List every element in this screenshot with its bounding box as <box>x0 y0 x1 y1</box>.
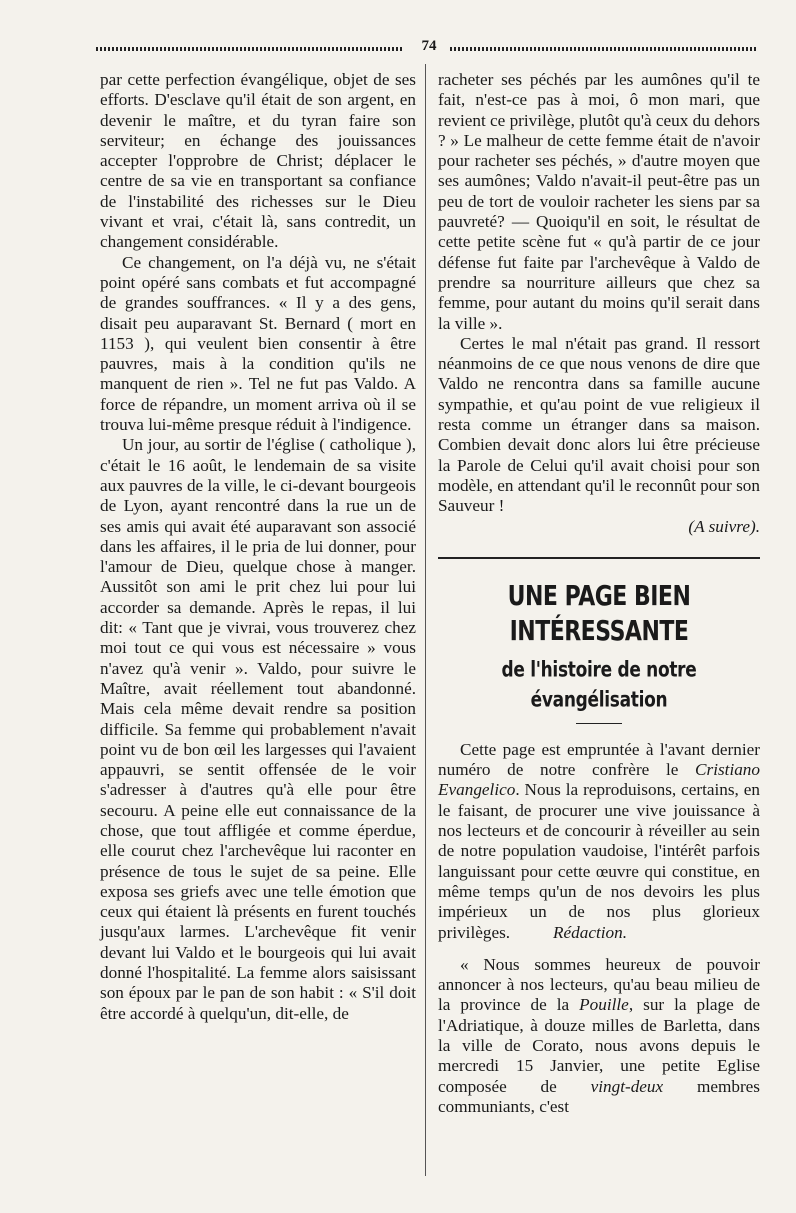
right-column <box>438 70 760 1117</box>
title-underline <box>576 723 622 724</box>
signature: Rédaction. <box>553 922 628 942</box>
a-suivre-note: (A suivre). <box>688 516 760 536</box>
intro-paragraph <box>438 740 760 943</box>
page-number: 74 <box>421 38 437 54</box>
source-title: Cristiano Evangelico <box>438 760 760 800</box>
intro-text: Cette page est empruntée à l'avant dernier numéro de notre confrère le <box>438 739 760 780</box>
article-subtitle: de l'histoire de notre évangélisation <box>501 657 697 713</box>
header-ornament-left <box>96 47 404 51</box>
intro-text: . Nous la reproduisons, certains, en le faisant, de procurer une vive jouissance à nos lecteurs et de concourir à réveiller au sein de notre population vaudoise, l'intérêt parfois languissant pour cette œuvre qui constitue, en même temps qu'un de nos devoirs les plus impérieux un de nos plus glorieux privilèges. <box>438 780 760 942</box>
place-name: Pouille <box>579 995 629 1015</box>
paragraph: Certes le mal n'était pas grand. Il ressort néanmoins de ce que nous venons de dire que Valdo ne rencontra dans sa famille aucune sympathie, et qu'au point de vue religieux il resta comme un étranger dans sa maison. Combien devait donc alors lui être précieuse la Parole de Celui qu'il avait choisi pour son modèle, en attendant qu'il le reconnût pour son Sauveur ! <box>438 333 760 516</box>
section-rule <box>438 557 760 559</box>
paragraph: racheter ses péchés par les aumônes qu'il te fait, n'est-ce pas à moi, ô mon mari, que revient ce privilège, plutôt qu'à ceux du dehors ? » Le malheur de cette femme était de n'avoir pour racheter ses péchés, » d'autre moyen que ses aumônes; Valdo n'avait-il peut-être pas un peu de tort de vouloir racheter les siens par sa pauvreté? — Quoiqu'il en soit, le résultat de cette petite scène fut « qu'à partir de ce jour défense fut faite par l'archevêque à Valdo de prendre sa nourriture ailleurs que chez sa femme, pour autant du moins qu'il serait dans la ville ». <box>438 70 760 333</box>
paragraph: Ce changement, on l'a déjà vu, ne s'était point opéré sans combats et fut accompagné de grandes souffrances. « Il y a des gens, disait peu auparavant St. Bernard ( mort en 1153 ), qui veulent bien consentir à être pauvres, mais à la condition qu'ils ne manquent de rien ». Tel ne fut pas Valdo. A force de répandre, un moment arriva où il se trouva lui-même presque réduit à l'indigence. <box>100 252 416 435</box>
header-ornament-right <box>450 47 756 51</box>
body-text: membres communiants, c'est <box>438 1076 760 1116</box>
body-paragraph <box>438 955 760 1117</box>
article-title: UNE PAGE BIEN INTÉRESSANTE <box>507 581 691 648</box>
member-count: vingt-deux <box>590 1076 664 1096</box>
body-text: , sur la plage de l'Adriatique, à douze milles de Barletta, dans la ville de Corato, nous avons depuis le mercredi 15 Janvier, une petite Eglise composée de <box>438 995 760 1096</box>
paragraph: par cette perfection évangélique, objet de ses efforts. D'esclave qu'il était de son argent, en devenir le maître, et du tyran faire son serviteur; en échange des jouissances accepter l'opprobre de Christ; déplacer le centre de sa vie en transportant sa confiance de l'instabilité des richesses sur le Dieu vivant et vrai, c'était là, sans contredit, un changement considérable. <box>100 70 416 252</box>
paragraph: Un jour, au sortir de l'église ( catholique ), c'était le 16 août, le lendemain de sa visite aux pauvres de la ville, le ci-devant bourgeois de Lyon, ayant rencontré dans la rue un de ses amis qui avait été auparavant son associé dans les affaires, il le pria de lui donner, pour l'amour de Dieu, quelque chose à manger. Aussitôt son ami le prit chez lui pour lui accorder sa demande. Après le repas, il lui dit: « Tant que je vivrai, vous trouverez chez moi tout ce qui vous est nécessaire » vous n'avez qu'à venir ». Valdo, pour suivre le Maître, avait réellement tout abandonné. Mais cela même devait rendre sa position difficile. Sa femme qui probablement n'avait point vu de bon œil les largesses qui l'avaient appauvri, se sentit offensée de le voir s'adresser à d'autres qu'à elle pour être secouru. A peine elle eut connaissance de la chose, que tout affligée et comme éperdue, elle courut chez l'archevêque lui raconter en présence de tous le sujet de sa peine. Elle exposa ses griefs avec une telle émotion que ceux qui étaient là présents en furent touchés jusqu'aux larmes. L'archevêque fit venir devant lui Valdo et le bourgeois qui lui avait donné l'hospitalité. La femme alors saisissant son époux par le pan de son habit : « S'il doit être accordé à quelqu'un, dit-elle, de <box>100 435 416 1023</box>
page-header <box>96 38 756 60</box>
column-divider <box>425 64 426 1176</box>
left-column <box>100 70 416 1024</box>
body-text: « Nous sommes heureux de pouvoir annoncer à nos lecteurs, qu'au beau milieu de la province de la <box>438 954 760 1015</box>
